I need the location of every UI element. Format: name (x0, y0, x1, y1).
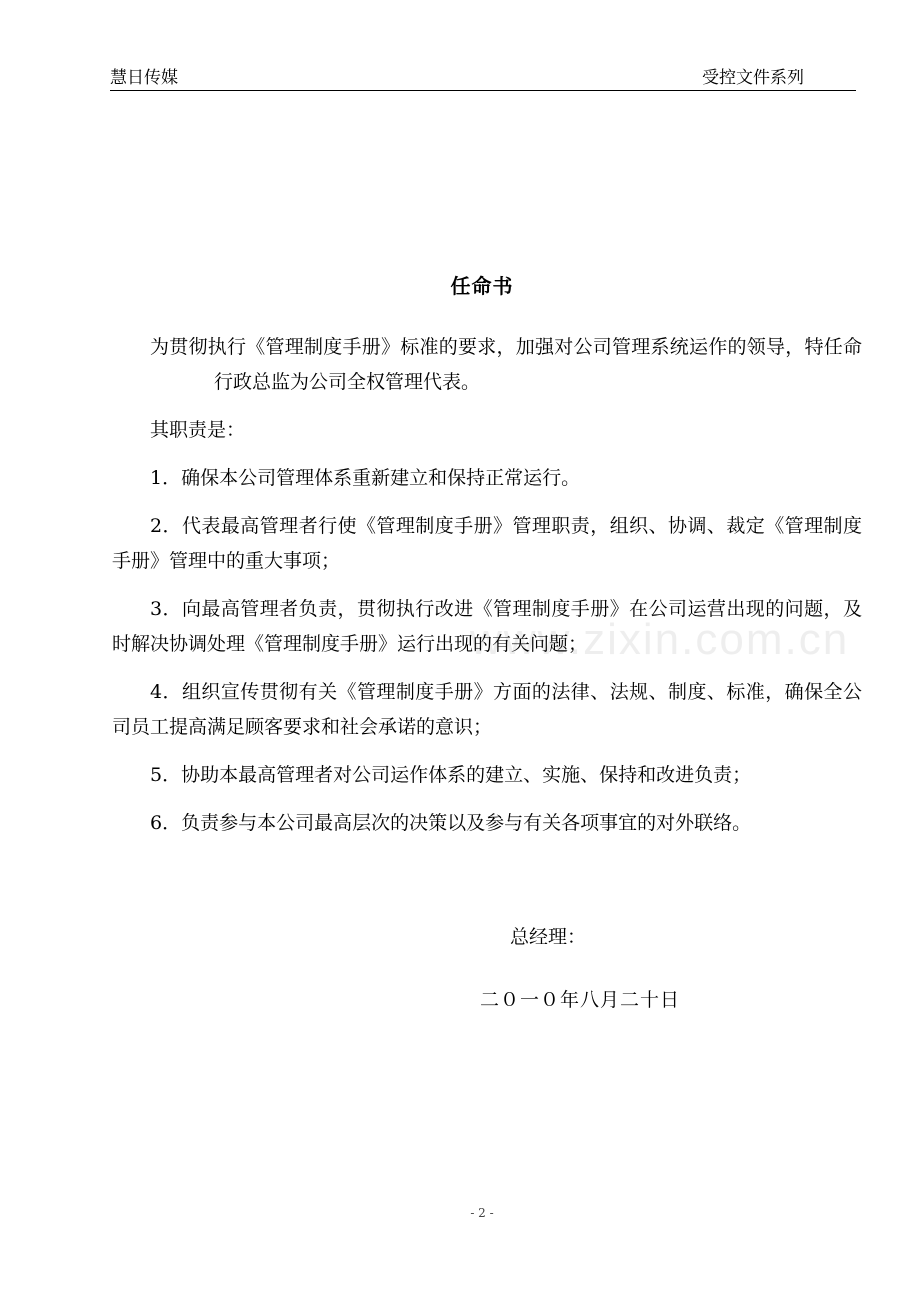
page-number: - 2 - (470, 1206, 494, 1220)
page-header (110, 66, 856, 91)
signature-label: 总经理： (510, 926, 587, 948)
duties-heading: 其职责是： (150, 419, 246, 441)
intro-text-after: 行政总监为公司全权管理代表。 (214, 371, 481, 393)
document-title: 任命书 (450, 274, 514, 298)
header-doc-series: 受控文件系列 (702, 68, 804, 88)
intro-paragraph (112, 330, 862, 400)
duty-item-5: 5．协助本最高管理者对公司运作体系的建立、实施、保持和改进负责； (150, 764, 752, 786)
intro-text-before: 为贯彻执行《管理制度手册》标准的要求，加强对公司管理系统运作的领导，特任命 (150, 336, 862, 358)
duty-item-4: 4．组织宣传贯彻有关《管理制度手册》方面的法律、法规、制度、标准，确保全公司员工提高满足顾客要求和社会承诺的意识； (112, 681, 862, 738)
duty-item-2: 2．代表最高管理者行使《管理制度手册》管理职责，组织、协调、裁定《管理制度手册》管理中的重大事项； (112, 515, 862, 572)
duty-item-1: 1．确保本公司管理体系重新建立和保持正常运行。 (150, 467, 581, 489)
issue-date: 二０一０年八月二十日 (480, 989, 681, 1011)
header-company: 慧日传媒 (110, 68, 178, 88)
duty-item-3: 3．向最高管理者负责，贯彻执行改进《管理制度手册》在公司运营出现的问题，及时解决协调处理《管理制度手册》运行出现的有关问题； (112, 598, 862, 655)
duty-item-6: 6．负责参与本公司最高层次的决策以及参与有关各项事宜的对外联络。 (150, 812, 752, 834)
watermark: www.zixin.com.cn (470, 615, 850, 664)
document-body (112, 330, 862, 854)
